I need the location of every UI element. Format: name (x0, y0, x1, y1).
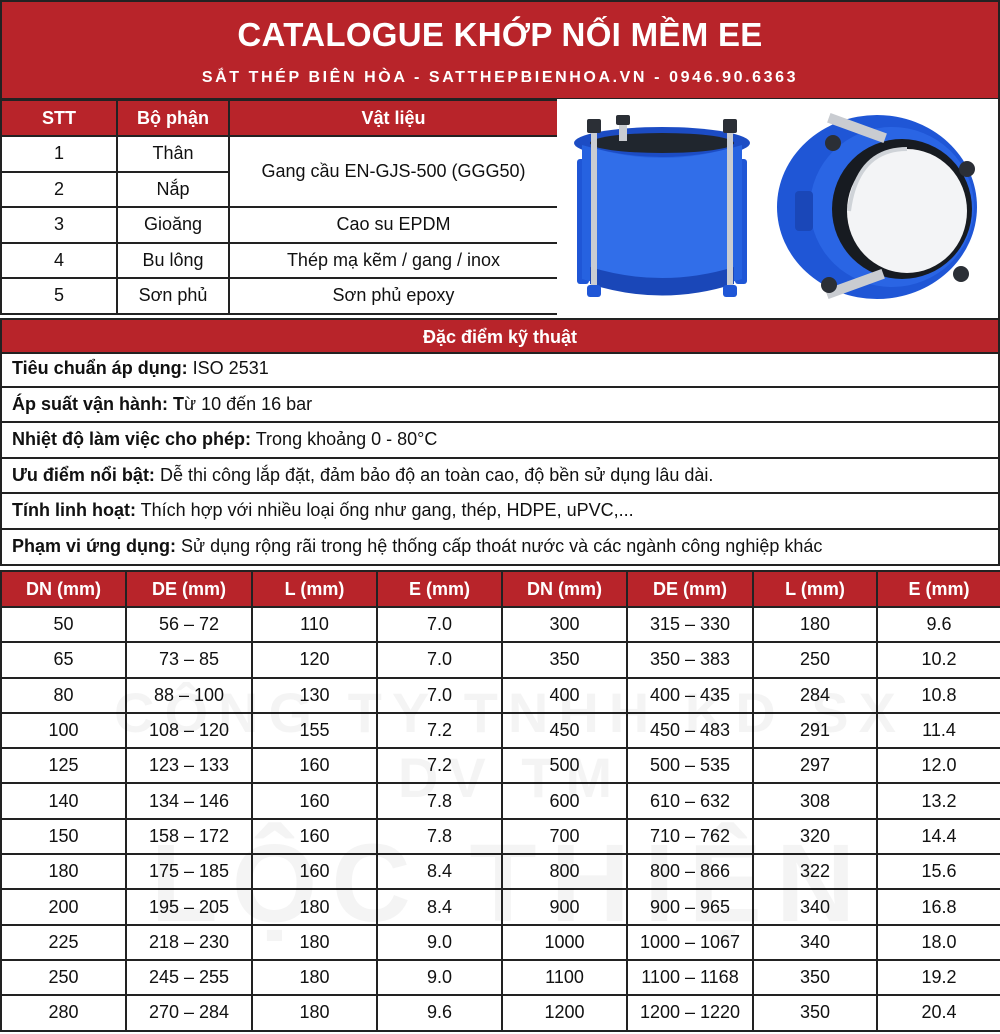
dn-cell: 600 (502, 783, 627, 818)
part-cell: Sơn phủ (117, 278, 229, 314)
spec-value: ừ 10 đến 16 bar (184, 393, 313, 414)
spec-flexibility (0, 494, 1000, 530)
de-cell: 315 – 330 (627, 607, 753, 642)
e-cell: 9.0 (377, 925, 502, 960)
l-cell: 308 (753, 783, 877, 818)
stt-cell: 1 (1, 136, 117, 172)
col-header-l: L (mm) (252, 571, 377, 607)
catalogue-header (0, 0, 1000, 100)
col-header-e: E (mm) (877, 571, 1000, 607)
l-cell: 250 (753, 642, 877, 677)
table-row (1, 819, 1000, 854)
l-cell: 155 (252, 713, 377, 748)
material-cell-merged: Gang cầu EN-GJS-500 (GGG50) (229, 136, 558, 207)
e-cell: 7.2 (377, 713, 502, 748)
de-cell: 610 – 632 (627, 783, 753, 818)
e-cell: 20.4 (877, 995, 1000, 1030)
de-cell: 158 – 172 (126, 819, 252, 854)
spec-standard (0, 352, 1000, 388)
col-header-stt: STT (1, 100, 117, 136)
col-header-de: DE (mm) (627, 571, 753, 607)
de-cell: 400 – 435 (627, 678, 753, 713)
spec-label: Tính linh hoạt: (12, 500, 136, 521)
coupling-angled-view-image (777, 113, 977, 299)
dimensions-table (0, 570, 1000, 1032)
dn-cell: 1100 (502, 960, 627, 995)
coupling-illustration (557, 99, 998, 318)
table-row (1, 889, 1000, 924)
dn-cell: 65 (1, 642, 126, 677)
l-cell: 160 (252, 748, 377, 783)
l-cell: 180 (753, 607, 877, 642)
dn-cell: 400 (502, 678, 627, 713)
table-row (1, 642, 1000, 677)
spec-label: Nhiệt độ làm việc cho phép: (12, 429, 252, 450)
spec-value: ISO 2531 (187, 358, 269, 378)
table-row (1, 925, 1000, 960)
col-header-e: E (mm) (377, 571, 502, 607)
l-cell: 291 (753, 713, 877, 748)
dn-cell: 450 (502, 713, 627, 748)
l-cell: 180 (252, 995, 377, 1030)
l-cell: 297 (753, 748, 877, 783)
dn-cell: 1200 (502, 995, 627, 1030)
de-cell: 450 – 483 (627, 713, 753, 748)
spec-value: Trong khoảng 0 - 80°C (251, 429, 438, 450)
table-row (1, 136, 558, 172)
l-cell: 130 (252, 678, 377, 713)
l-cell: 322 (753, 854, 877, 889)
spec-temperature (0, 423, 1000, 459)
de-cell: 270 – 284 (126, 995, 252, 1030)
e-cell: 9.6 (877, 607, 1000, 642)
dn-cell: 225 (1, 925, 126, 960)
dn-cell: 500 (502, 748, 627, 783)
coupling-side-view-image (574, 115, 750, 297)
table-row (1, 607, 1000, 642)
table-row (1, 678, 1000, 713)
e-cell: 8.4 (377, 889, 502, 924)
col-header-dn: DN (mm) (1, 571, 126, 607)
e-cell: 8.4 (377, 854, 502, 889)
de-cell: 88 – 100 (126, 678, 252, 713)
e-cell: 11.4 (877, 713, 1000, 748)
l-cell: 160 (252, 819, 377, 854)
spec-label: Phạm vi ứng dụng: (12, 535, 177, 556)
l-cell: 340 (753, 925, 877, 960)
de-cell: 73 – 85 (126, 642, 252, 677)
part-cell: Bu lông (117, 243, 229, 279)
e-cell: 7.2 (377, 748, 502, 783)
company-contact-line: SẮT THÉP BIÊN HÒA - SATTHEPBIENHOA.VN - 0946.90.6363 (201, 69, 799, 86)
dn-cell: 900 (502, 889, 627, 924)
spec-advantages (0, 459, 1000, 495)
specs-list (0, 352, 1000, 566)
parts-table (0, 99, 559, 315)
part-cell: Gioăng (117, 207, 229, 243)
dn-cell: 100 (1, 713, 126, 748)
spec-value: Sử dụng rộng rãi trong hệ thống cấp thoát nước và các ngành công nghiệp khác (176, 535, 823, 556)
part-cell: Nắp (117, 172, 229, 208)
l-cell: 160 (252, 854, 377, 889)
spec-label: Ưu điểm nổi bật: (12, 464, 155, 485)
l-cell: 340 (753, 889, 877, 924)
specs-heading: Đặc điểm kỹ thuật (0, 318, 1000, 354)
col-header-part: Bộ phận (117, 100, 229, 136)
de-cell: 800 – 866 (627, 854, 753, 889)
de-cell: 123 – 133 (126, 748, 252, 783)
spec-value: Thích hợp với nhiều loại ống như gang, thép, HDPE, uPVC,... (135, 500, 634, 521)
l-cell: 350 (753, 960, 877, 995)
e-cell: 10.8 (877, 678, 1000, 713)
stt-cell: 5 (1, 278, 117, 314)
e-cell: 7.8 (377, 819, 502, 854)
spec-label: Tiêu chuẩn áp dụng: (12, 358, 188, 378)
l-cell: 284 (753, 678, 877, 713)
material-cell: Cao su EPDM (229, 207, 558, 243)
de-cell: 900 – 965 (627, 889, 753, 924)
table-row (1, 207, 558, 243)
table-row (1, 783, 1000, 818)
table-row (1, 748, 1000, 783)
dn-cell: 280 (1, 995, 126, 1030)
e-cell: 16.8 (877, 889, 1000, 924)
dims-header-row (1, 571, 1000, 607)
de-cell: 500 – 535 (627, 748, 753, 783)
dn-cell: 80 (1, 678, 126, 713)
stt-cell: 4 (1, 243, 117, 279)
de-cell: 175 – 185 (126, 854, 252, 889)
material-cell: Thép mạ kẽm / gang / inox (229, 243, 558, 279)
col-header-l: L (mm) (753, 571, 877, 607)
de-cell: 134 – 146 (126, 783, 252, 818)
col-header-material: Vật liệu (229, 100, 558, 136)
table-row (1, 854, 1000, 889)
e-cell: 7.0 (377, 642, 502, 677)
parts-header-row (1, 100, 558, 136)
material-cell: Sơn phủ epoxy (229, 278, 558, 314)
dn-cell: 700 (502, 819, 627, 854)
table-row (1, 995, 1000, 1030)
l-cell: 180 (252, 925, 377, 960)
dn-cell: 140 (1, 783, 126, 818)
l-cell: 180 (252, 960, 377, 995)
dn-cell: 50 (1, 607, 126, 642)
table-row (1, 713, 1000, 748)
de-cell: 710 – 762 (627, 819, 753, 854)
stt-cell: 2 (1, 172, 117, 208)
dn-cell: 300 (502, 607, 627, 642)
e-cell: 9.6 (377, 995, 502, 1030)
de-cell: 245 – 255 (126, 960, 252, 995)
e-cell: 13.2 (877, 783, 1000, 818)
col-header-dn: DN (mm) (502, 571, 627, 607)
de-cell: 56 – 72 (126, 607, 252, 642)
product-photos (557, 99, 1000, 318)
e-cell: 12.0 (877, 748, 1000, 783)
table-row (1, 243, 558, 279)
dn-cell: 250 (1, 960, 126, 995)
l-cell: 180 (252, 889, 377, 924)
spec-label: Áp suất vận hành: T (12, 393, 185, 414)
e-cell: 14.4 (877, 819, 1000, 854)
e-cell: 7.0 (377, 678, 502, 713)
dn-cell: 1000 (502, 925, 627, 960)
l-cell: 110 (252, 607, 377, 642)
dn-cell: 350 (502, 642, 627, 677)
de-cell: 1100 – 1168 (627, 960, 753, 995)
l-cell: 350 (753, 995, 877, 1030)
l-cell: 160 (252, 783, 377, 818)
dn-cell: 125 (1, 748, 126, 783)
dn-cell: 200 (1, 889, 126, 924)
dn-cell: 180 (1, 854, 126, 889)
e-cell: 18.0 (877, 925, 1000, 960)
page-title: CATALOGUE KHỚP NỐI MỀM EE (237, 16, 763, 53)
de-cell: 108 – 120 (126, 713, 252, 748)
dn-cell: 150 (1, 819, 126, 854)
de-cell: 350 – 383 (627, 642, 753, 677)
table-row (1, 278, 558, 314)
e-cell: 7.0 (377, 607, 502, 642)
dn-cell: 800 (502, 854, 627, 889)
e-cell: 19.2 (877, 960, 1000, 995)
e-cell: 10.2 (877, 642, 1000, 677)
stt-cell: 3 (1, 207, 117, 243)
de-cell: 195 – 205 (126, 889, 252, 924)
l-cell: 320 (753, 819, 877, 854)
e-cell: 15.6 (877, 854, 1000, 889)
de-cell: 1200 – 1220 (627, 995, 753, 1030)
l-cell: 120 (252, 642, 377, 677)
e-cell: 7.8 (377, 783, 502, 818)
de-cell: 218 – 230 (126, 925, 252, 960)
spec-value: Dễ thi công lắp đặt, đảm bảo độ an toàn cao, độ bền sử dụng lâu dài. (154, 464, 714, 485)
spec-application (0, 530, 1000, 566)
dims-body (1, 607, 1000, 1031)
e-cell: 9.0 (377, 960, 502, 995)
spec-pressure (0, 388, 1000, 424)
de-cell: 1000 – 1067 (627, 925, 753, 960)
table-row (1, 960, 1000, 995)
part-cell: Thân (117, 136, 229, 172)
col-header-de: DE (mm) (126, 571, 252, 607)
